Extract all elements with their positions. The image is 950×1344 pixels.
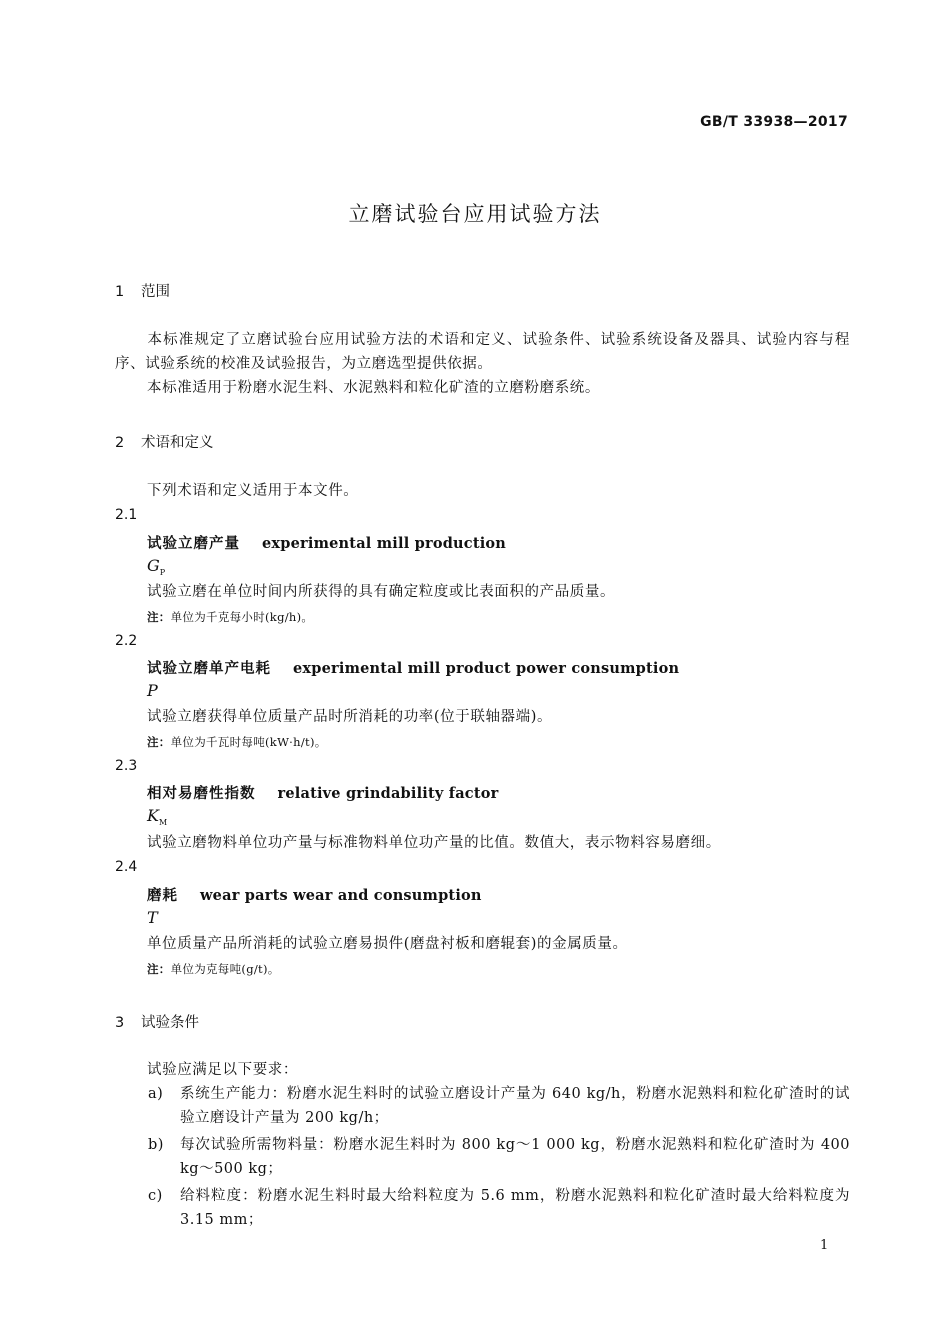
list-item-text: 系统生产能力：粉磨水泥生料时的试验立磨设计产量为 640 kg/h，粉磨水泥熟料和粒化矿渣时的试验立磨设计产量为 200 kg/h； <box>180 1086 850 1126</box>
section-title: 术语和定义 <box>141 435 214 451</box>
section-3-intro: 试验应满足以下要求： <box>147 1062 298 1078</box>
section-title: 试验条件 <box>141 1015 199 1031</box>
section-2-intro: 下列术语和定义适用于本文件。 <box>147 483 359 499</box>
section-title: 范围 <box>141 284 170 300</box>
term-note: 注：单位为千克每小时(kg/h)。 <box>147 610 314 624</box>
list-item-text: 给料粒度：粉磨水泥生料时最大给料粒度为 5.6 mm，粉磨水泥熟料和粒化矿渣时最大给料粒度为 3.15 mm； <box>180 1188 850 1228</box>
term-number: 2.2 <box>115 633 138 649</box>
section-number: 2 <box>115 435 125 451</box>
term-chinese: 磨耗 <box>147 888 178 904</box>
term-english: relative grindability factor <box>277 785 499 802</box>
list-item <box>148 1133 850 1181</box>
section-2-heading <box>115 431 214 452</box>
term-heading <box>147 884 482 905</box>
term-english: experimental mill production <box>262 535 507 552</box>
term-number: 2.1 <box>115 507 138 523</box>
term-symbol: P <box>147 681 158 700</box>
term-definition: 试验立磨物料单位功产量与标准物料单位功产量的比值。数值大，表示物料容易磨细。 <box>147 835 721 851</box>
section-3-heading <box>115 1011 199 1032</box>
term-heading <box>147 782 498 803</box>
term-heading <box>147 657 679 678</box>
term-english: experimental mill product power consumption <box>293 660 680 677</box>
page-number: 1 <box>820 1238 829 1253</box>
section-number: 3 <box>115 1015 125 1031</box>
term-symbol: $K_M$ <box>147 806 168 828</box>
section-number: 1 <box>115 284 125 300</box>
term-chinese: 相对易磨性指数 <box>147 786 256 802</box>
paragraph-text: 本标准适用于粉磨水泥生料、水泥熟料和粒化矿渣的立磨粉磨系统。 <box>147 380 600 396</box>
term-symbol: $G_P$ <box>147 556 166 578</box>
list-item-label: a) <box>148 1086 164 1102</box>
term-symbol: T <box>147 908 158 927</box>
section-1-paragraph-2 <box>115 376 850 400</box>
list-item <box>148 1184 850 1232</box>
list-item-label: c) <box>148 1188 163 1204</box>
term-note: 注：单位为克每吨(g/t)。 <box>147 962 280 976</box>
list-item-label: b) <box>148 1137 164 1153</box>
term-number: 2.3 <box>115 758 138 774</box>
term-chinese: 试验立磨产量 <box>147 536 240 552</box>
term-chinese: 试验立磨单产电耗 <box>147 661 271 677</box>
list-item-text: 每次试验所需物料量：粉磨水泥生料时为 800 kg～1 000 kg，粉磨水泥熟料和粒化矿渣时为 400 kg～500 kg； <box>180 1137 850 1177</box>
section-1-heading <box>115 280 170 301</box>
term-note: 注：单位为千瓦时每吨(kW·h/t)。 <box>147 735 327 749</box>
paragraph-text: 本标准规定了立磨试验台应用试验方法的术语和定义、试验条件、试验系统设备及器具、试验内容与程序、试验系统的校准及试验报告，为立磨选型提供依据。 <box>115 332 850 372</box>
term-english: wear parts wear and consumption <box>200 887 482 904</box>
term-definition: 单位质量产品所消耗的试验立磨易损件(磨盘衬板和磨辊套)的金属质量。 <box>147 936 628 952</box>
term-definition: 试验立磨在单位时间内所获得的具有确定粒度或比表面积的产品质量。 <box>147 584 616 600</box>
term-definition: 试验立磨获得单位质量产品时所消耗的功率(位于联轴器端)。 <box>147 709 553 725</box>
term-number: 2.4 <box>115 859 138 875</box>
list-item <box>148 1082 850 1130</box>
section-1-paragraph-1 <box>115 328 850 376</box>
standard-number: GB/T 33938—2017 <box>700 114 848 130</box>
document-title: 立磨试验台应用试验方法 <box>348 202 602 226</box>
term-heading <box>147 532 506 553</box>
